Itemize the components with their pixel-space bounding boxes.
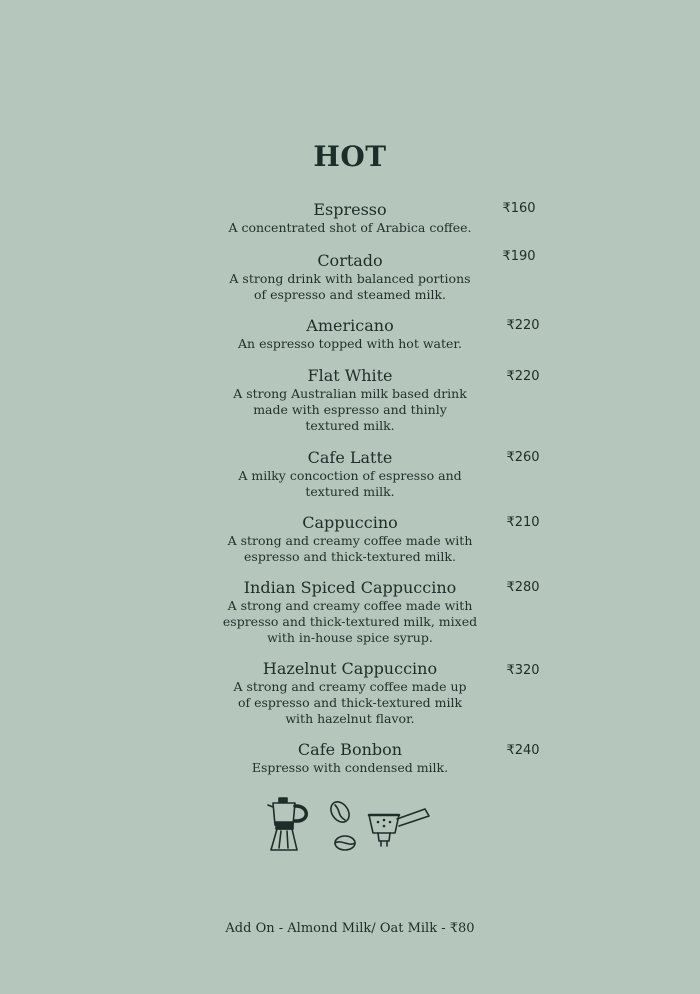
item-price: ₹190 — [502, 249, 536, 264]
menu-item-cappuccino — [220, 513, 480, 565]
item-price: ₹320 — [506, 663, 540, 678]
item-price: ₹220 — [506, 369, 540, 384]
item-price: ₹260 — [506, 450, 540, 465]
item-description: A milky concoction of espresso and textured milk. — [238, 468, 462, 499]
item-price: ₹240 — [506, 743, 540, 758]
item-description: A strong and creamy coffee made up of espresso and thick-textured milk with hazelnut flavor. — [233, 679, 467, 726]
item-name: Flat White — [307, 366, 393, 385]
item-name: Espresso — [313, 200, 387, 219]
item-description: A strong Australian milk based drink made with espresso and thinly textured milk. — [233, 386, 467, 433]
section-title: HOT — [313, 140, 387, 173]
item-name: Americano — [306, 316, 394, 335]
item-name: Hazelnut Cappuccino — [262, 659, 438, 678]
menu-item-cafe-bonbon — [220, 740, 480, 776]
item-name: Cafe Bonbon — [297, 740, 403, 759]
item-description: A strong and creamy coffee made with espresso and thick-textured milk. — [227, 533, 473, 564]
item-name: Cafe Latte — [307, 448, 393, 467]
menu-item-cafe-latte — [220, 448, 480, 500]
menu-item-cortado — [220, 251, 480, 303]
item-price: ₹210 — [506, 515, 540, 530]
coffee-beans-icon — [327, 798, 355, 850]
item-name: Cortado — [317, 251, 383, 270]
item-description: A concentrated shot of Arabica coffee. — [228, 220, 472, 235]
menu-item-flat-white — [220, 366, 480, 434]
item-description: A strong and creamy coffee made with espresso and thick-textured milk, mixed with in-house spice syrup. — [222, 598, 478, 645]
item-name: Indian Spiced Cappuccino — [243, 578, 457, 597]
item-price: ₹280 — [506, 580, 540, 595]
item-price: ₹220 — [506, 318, 540, 333]
moka-pot-icon — [268, 798, 306, 850]
portafilter-icon — [369, 809, 429, 846]
item-name: Cappuccino — [302, 513, 398, 532]
item-price: ₹160 — [502, 201, 536, 216]
menu-item-americano — [220, 316, 480, 352]
menu-item-espresso — [220, 200, 480, 236]
menu-item-indian-spiced-cappuccino — [220, 578, 480, 646]
item-description: An espresso topped with hot water. — [238, 336, 462, 351]
addon-note: Add On - Almond Milk/ Oat Milk - ₹80 — [225, 921, 475, 936]
coffee-illustrations — [265, 795, 435, 855]
menu-item-hazelnut-cappuccino — [220, 659, 480, 727]
item-description: A strong drink with balanced portions of espresso and steamed milk. — [229, 271, 471, 302]
item-description: Espresso with condensed milk. — [251, 760, 449, 775]
